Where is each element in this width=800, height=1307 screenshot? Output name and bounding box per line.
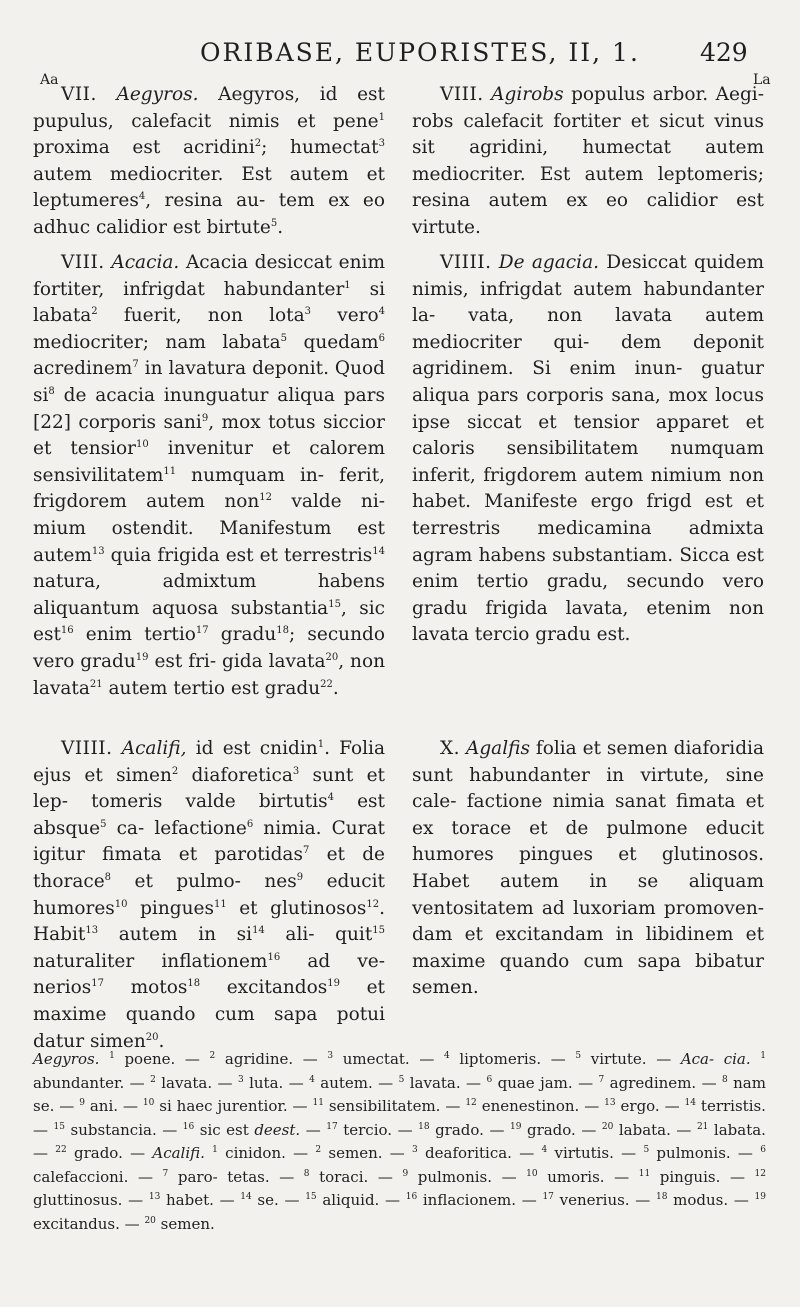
text-run: educit humores xyxy=(33,870,385,919)
note-marker: 7 xyxy=(598,1074,605,1085)
note-marker: 6 xyxy=(486,1074,493,1085)
note-marker: 4 xyxy=(327,792,334,804)
text-run: quae jam. — xyxy=(492,1073,594,1092)
note-marker: 18 xyxy=(276,625,290,637)
text-run: natura, xyxy=(33,571,102,593)
note-marker: 4 xyxy=(541,1145,548,1155)
text-run: . xyxy=(332,677,339,699)
note-marker: 5 xyxy=(100,818,107,830)
text-run: virtutis. — xyxy=(547,1144,644,1162)
note-marker: 12 xyxy=(259,492,273,504)
text-run: calefaccioni. — xyxy=(33,1167,163,1186)
text-run: autem mediocriter. xyxy=(33,163,224,185)
italic-lemma: cia. xyxy=(723,1050,751,1068)
note-marker: 3 xyxy=(378,138,385,150)
note-marker: 1 xyxy=(378,111,385,123)
text-line xyxy=(412,951,764,972)
note-marker: 2 xyxy=(209,1051,216,1061)
text-run: paro- xyxy=(168,1167,218,1186)
text-run: grado. — xyxy=(429,1120,510,1139)
text-run: admixtum habens aliquantum aquosa xyxy=(33,571,385,619)
section-agacia-lb xyxy=(412,250,764,649)
note-marker: 9 xyxy=(296,871,304,883)
note-marker: 8 xyxy=(104,871,112,883)
note-marker: 16 xyxy=(182,1121,195,1132)
note-marker: 17 xyxy=(195,625,209,637)
text-run: nam se. — xyxy=(33,1073,766,1115)
text-run: sunt et lep- xyxy=(33,764,385,813)
section-number: X. xyxy=(440,738,461,759)
text-run: ferit, frigdorem autem non xyxy=(33,464,386,513)
text-run: medicamina admixta agram habens xyxy=(412,517,764,566)
text-run: lavata. — xyxy=(155,1073,238,1092)
text-run: nimia. Curat igitur fimata xyxy=(33,817,385,866)
text-run: substancia. — xyxy=(64,1120,183,1139)
text-run: liptomeris. — xyxy=(449,1050,576,1068)
text-line xyxy=(571,84,764,105)
text-run: virtute. — xyxy=(581,1050,681,1068)
text-run: Est autem leptomeris; resina autem ex xyxy=(412,163,764,212)
text-run: semen. — xyxy=(321,1144,413,1162)
note-marker: 10 xyxy=(526,1168,538,1179)
text-run: diaforetica xyxy=(178,764,293,786)
note-marker: 4 xyxy=(138,191,146,203)
text-run: sic est xyxy=(194,1120,255,1139)
section-acacia-la xyxy=(33,250,385,702)
note-marker: 12 xyxy=(465,1098,477,1108)
text-run: ali- xyxy=(264,924,315,946)
note-marker: 19 xyxy=(754,1192,766,1202)
note-marker: 1 xyxy=(212,1145,218,1155)
note-marker: 6 xyxy=(760,1145,766,1155)
text-run: est fri- xyxy=(148,650,217,672)
text-run: grado. — xyxy=(521,1120,602,1139)
note-marker: 15 xyxy=(328,598,341,610)
note-marker: 22 xyxy=(55,1145,67,1155)
text-run: sunt habundanter in virtute, sine cale- xyxy=(412,764,764,813)
section-paragraph xyxy=(412,736,764,1002)
text-run: substantiam. Sicca est enim tertio gradu, xyxy=(412,544,764,593)
note-marker: 1 xyxy=(344,279,351,291)
text-line xyxy=(412,924,764,945)
text-run: si labata xyxy=(33,278,385,327)
text-run: et maxime xyxy=(33,977,385,1025)
footnote-line xyxy=(149,1191,749,1209)
section-heading: Acalifi, xyxy=(121,738,187,759)
text-run: toraci. — xyxy=(309,1167,403,1186)
note-marker: 21 xyxy=(89,678,103,690)
note-marker: 7 xyxy=(162,1168,169,1179)
text-run: poene. — xyxy=(114,1050,210,1068)
text-run: et de thorace xyxy=(33,844,385,892)
text-run: acredinem xyxy=(33,358,133,380)
text-run: tercio. xyxy=(337,1120,393,1139)
text-run: Aegyros, id est pupulus, xyxy=(33,84,385,132)
text-run: . xyxy=(277,216,284,238)
text-run: modus. — xyxy=(667,1191,749,1209)
note-marker: 17 xyxy=(542,1192,554,1202)
note-marker: 4 xyxy=(378,306,385,318)
text-run: id est cnidin xyxy=(195,738,318,759)
text-run: ani. — xyxy=(84,1097,143,1115)
note-marker: 7 xyxy=(132,359,139,371)
text-run: abundanter. — xyxy=(33,1073,151,1092)
text-run: et pulmo- xyxy=(111,870,241,892)
page-number: 429 xyxy=(700,38,748,67)
note-marker: 10 xyxy=(114,898,128,910)
note-marker: 9 xyxy=(79,1098,85,1108)
text-run: et glutinosos. Habet autem in se aliquam xyxy=(412,844,764,892)
note-marker: 22 xyxy=(320,678,333,690)
text-run: in lavatura xyxy=(138,358,247,380)
footnotes xyxy=(33,1048,766,1236)
note-marker: 16 xyxy=(60,625,74,637)
text-line xyxy=(412,977,479,998)
text-run: umectat. — xyxy=(333,1050,444,1068)
note-marker: 12 xyxy=(754,1168,766,1179)
running-title: ORIBASE, EUPORISTES, II, 1. xyxy=(200,38,640,67)
italic-lemma: Aca- xyxy=(680,1050,715,1068)
text-run: excitandos xyxy=(200,977,328,999)
text-run: vata, non lavata autem mediocriter qui- xyxy=(412,305,764,353)
text-run: autem tertio xyxy=(102,677,225,699)
note-marker: 13 xyxy=(148,1192,161,1202)
section-heading: Agalfis xyxy=(465,738,530,759)
note-marker: 5 xyxy=(643,1145,650,1155)
text-run: et xyxy=(226,897,258,919)
text-run: labata. — xyxy=(613,1120,697,1139)
text-line xyxy=(186,252,385,273)
text-run: quia frigida est et terrestris xyxy=(110,544,373,566)
text-run: motos xyxy=(104,977,188,999)
text-run: si haec jurentior. — xyxy=(154,1097,313,1115)
text-run: lefactione xyxy=(154,817,247,839)
text-line xyxy=(536,738,764,759)
text-run: invenitur et xyxy=(148,438,291,460)
note-marker: 11 xyxy=(638,1168,651,1179)
text-run: habet. — xyxy=(160,1191,241,1209)
text-run: numquam in- xyxy=(176,464,325,486)
text-run: eo calidior est virtute. xyxy=(412,190,764,238)
running-head xyxy=(0,38,800,70)
text-line xyxy=(606,252,764,273)
text-run: mium ostendit. Manifestum est autem xyxy=(33,517,385,566)
text-run: quedam xyxy=(287,331,379,353)
text-run: sensibilitatem. — xyxy=(323,1097,461,1115)
note-marker: 12 xyxy=(366,898,380,910)
text-run: quando cum sapa potui datur simen xyxy=(33,1003,385,1052)
text-run: autem in si xyxy=(98,924,253,946)
text-run: Manifeste ergo frigd est et terrestris xyxy=(412,491,764,539)
note-marker: 15 xyxy=(372,925,385,937)
text-run: Acacia desiccat enim xyxy=(185,252,385,273)
text-run: ejus et simen xyxy=(33,764,172,786)
text-run: gluttinosus. — xyxy=(33,1191,144,1209)
section-number: VIIII. xyxy=(61,738,113,759)
text-run: ; secundo vero gradu xyxy=(33,624,385,672)
note-marker: 5 xyxy=(398,1074,405,1085)
text-run: semen. xyxy=(412,977,479,999)
text-run: inflacionem. — xyxy=(417,1191,543,1209)
section-heading: Acacia. xyxy=(111,252,180,273)
text-run: semen. xyxy=(155,1214,215,1233)
section-paragraph xyxy=(33,250,385,702)
text-run: quit xyxy=(335,924,373,946)
text-run: gida lavata xyxy=(222,650,326,672)
note-marker: 4 xyxy=(309,1074,315,1085)
text-run: ventositatem ad luxoriam promoven- xyxy=(412,897,764,919)
text-run: agridine. — xyxy=(215,1050,328,1068)
section-paragraph xyxy=(33,82,385,242)
text-run: Est autem et leptumeres xyxy=(33,163,385,212)
note-marker: 2 xyxy=(150,1074,156,1085)
note-marker: 20 xyxy=(601,1121,614,1132)
note-marker: 9 xyxy=(402,1168,409,1179)
text-run: maxime quando cum sapa bibatur xyxy=(412,950,764,972)
text-run: pulmonis. — xyxy=(649,1144,761,1162)
text-run: pulmonis. — xyxy=(408,1167,527,1186)
section-number: VIII. xyxy=(61,252,105,273)
text-run: guatur aliqua pars corporis sana, mox xyxy=(412,358,764,406)
note-marker: 10 xyxy=(142,1098,155,1108)
text-run: frigdorem autem nimium non habet. xyxy=(412,464,764,513)
note-marker: 20 xyxy=(145,1031,159,1043)
text-run: aliqua pars [22] corporis sani xyxy=(33,384,385,433)
note-marker: 8 xyxy=(303,1168,310,1179)
footnote-line xyxy=(33,1050,714,1068)
text-run: substantia xyxy=(230,597,329,619)
text-run: dem deponit agridinem. Si enim inun- xyxy=(412,331,764,380)
text-run: robs calefacit fortiter et sicut vinus sit xyxy=(412,110,764,159)
section-heading: De agacia. xyxy=(498,252,599,273)
text-run: vero xyxy=(311,305,379,327)
manuscript-siglum-left: Aa xyxy=(40,72,59,88)
note-marker: 18 xyxy=(187,978,201,990)
note-marker: 21 xyxy=(696,1121,709,1132)
section-aegyros-la xyxy=(33,82,385,242)
note-marker: 8 xyxy=(48,385,55,397)
note-marker: 14 xyxy=(372,545,385,557)
section-paragraph xyxy=(412,82,764,242)
section-heading: Agirobs xyxy=(491,84,564,105)
text-run: terristis. — xyxy=(33,1097,766,1139)
text-run xyxy=(751,1050,761,1068)
text-run: agredinem. — xyxy=(604,1073,722,1092)
text-run: ca- xyxy=(106,817,145,839)
text-run: venerius. — xyxy=(553,1191,656,1209)
note-marker: 11 xyxy=(213,898,227,910)
text-run: nimis, infrigdat autem habundanter la- xyxy=(412,278,764,327)
section-paragraph xyxy=(33,736,385,1055)
text-run: calorem sensivilitatem xyxy=(33,438,386,486)
text-run: gradu xyxy=(220,624,277,646)
note-marker: 19 xyxy=(327,978,340,990)
text-run: , mox xyxy=(208,411,261,433)
text-run: et de pulmone educit humores pingues xyxy=(412,817,764,866)
note-marker: 18 xyxy=(655,1192,668,1202)
note-marker: 15 xyxy=(305,1192,317,1202)
note-marker: 4 xyxy=(443,1051,450,1061)
text-run: pingues xyxy=(127,897,214,919)
note-marker: 18 xyxy=(418,1121,430,1132)
note-marker: 3 xyxy=(292,765,300,777)
text-run: tem ex eo adhuc calidior est birtute xyxy=(33,190,386,238)
text-run: luta. — xyxy=(243,1073,310,1092)
note-marker: 1 xyxy=(109,1051,115,1061)
text-run: calefacit nimis et pene xyxy=(131,110,379,132)
note-marker: 1 xyxy=(317,739,325,750)
text-run: — xyxy=(300,1120,327,1139)
note-marker: 11 xyxy=(163,465,177,477)
note-marker: 19 xyxy=(135,651,149,663)
note-marker: 17 xyxy=(91,978,104,990)
text-run: fuerit, non lota xyxy=(123,305,305,327)
note-marker: 3 xyxy=(327,1051,334,1061)
note-marker: 5 xyxy=(280,332,288,344)
text-run: . Folia xyxy=(324,738,385,759)
text-run: lavata. — xyxy=(404,1073,487,1092)
manuscript-siglum-right: La xyxy=(753,72,771,88)
note-marker: 11 xyxy=(312,1098,324,1108)
note-marker: 13 xyxy=(85,925,99,937)
note-marker: 14 xyxy=(240,1192,252,1202)
text-run: proxima est xyxy=(33,137,161,159)
text-run: factione nimia sanat fimata et ex torace xyxy=(412,791,764,839)
note-marker: 14 xyxy=(684,1098,696,1108)
text-run: excitandus. — xyxy=(33,1214,145,1233)
text-run: ; humectat xyxy=(261,137,379,159)
note-marker: 10 xyxy=(136,439,149,451)
text-run: populus arbor. Aegi- xyxy=(571,84,764,105)
note-marker: 6 xyxy=(378,332,385,344)
text-run: autem. — xyxy=(314,1073,399,1092)
section-number: VIII. xyxy=(440,84,484,105)
text-line xyxy=(231,678,339,699)
text-run: nerios xyxy=(33,977,92,999)
text-run: grado. — xyxy=(66,1144,153,1162)
text-run: locus ipse siccat et tensior apparet et xyxy=(412,384,764,433)
footnotes-paragraph xyxy=(33,1048,766,1236)
text-run: cinidon. xyxy=(217,1144,286,1162)
note-marker: 2 xyxy=(254,138,262,150)
text-run: labata xyxy=(222,331,281,353)
note-marker: 16 xyxy=(267,951,281,963)
note-marker: 7 xyxy=(302,845,310,857)
text-run: folia et semen diaforidia xyxy=(535,738,764,759)
text-run: naturaliter inflationem xyxy=(33,950,268,972)
text-run: pinguis. — xyxy=(650,1167,755,1186)
section-acalifi-la xyxy=(33,736,385,1055)
note-marker: 5 xyxy=(270,217,278,229)
text-line xyxy=(196,738,385,759)
text-run: aliquid. — xyxy=(316,1191,406,1209)
text-run: , resina au- xyxy=(145,190,266,212)
text-run: non lavata tercio gradu est. xyxy=(412,597,764,646)
note-marker: 16 xyxy=(405,1192,418,1202)
note-marker: 1 xyxy=(760,1051,767,1061)
text-run: est absque xyxy=(33,791,385,839)
text-run: , non lavata xyxy=(33,650,386,699)
note-marker: 2 xyxy=(315,1145,322,1155)
note-marker: 3 xyxy=(304,306,312,318)
section-agalfis-lb xyxy=(412,736,764,1002)
note-marker: 15 xyxy=(53,1121,65,1132)
note-marker: 19 xyxy=(509,1121,522,1132)
text-run: deponit. Quod si xyxy=(33,358,385,406)
note-marker: 3 xyxy=(412,1145,418,1155)
text-run: Desiccat quidem xyxy=(606,252,764,273)
text-run: mediocriter; nam xyxy=(33,331,206,353)
note-marker: 3 xyxy=(237,1074,244,1085)
text-run: . xyxy=(158,1030,165,1052)
text-run: de acacia inunguatur xyxy=(54,384,269,406)
text-run: totus siccior et tensior xyxy=(33,411,386,460)
note-marker: 6 xyxy=(246,818,254,830)
text-run: — xyxy=(397,1120,419,1139)
note-marker: 9 xyxy=(201,412,209,424)
text-run: acridini xyxy=(183,137,255,159)
text-run: labata. — xyxy=(33,1120,766,1162)
text-run: dam et excitandam in libidinem et xyxy=(412,924,764,946)
text-run: nes xyxy=(264,870,297,892)
text-run: deaforitica. — xyxy=(417,1144,542,1162)
text-run: ad ve- xyxy=(280,950,385,972)
text-run: fortiter, infrigdat habundanter xyxy=(33,278,345,300)
section-number: VIIII. xyxy=(440,252,492,273)
text-run: . Habit xyxy=(33,897,385,946)
text-run: se. — xyxy=(251,1191,306,1209)
text-run: glutinosos xyxy=(270,897,367,919)
text-run: enim tertio xyxy=(73,624,196,646)
text-run: tetas. — xyxy=(227,1167,304,1186)
text-run: agridini, humectat autem mediocriter. xyxy=(412,137,764,185)
note-marker: 2 xyxy=(171,765,179,777)
italic-lemma: Aegyros. xyxy=(33,1050,100,1068)
text-run: ergo. — xyxy=(615,1097,685,1115)
text-run: secundo vero gradu frigida lavata, etenim xyxy=(412,571,765,619)
text-run: valde ni- xyxy=(272,491,385,513)
text-run xyxy=(99,1050,109,1068)
text-run: tomeris valde birtutis xyxy=(91,791,328,813)
note-marker: 2 xyxy=(91,306,98,318)
note-marker: 8 xyxy=(722,1074,728,1085)
text-run: umoris. — xyxy=(537,1167,639,1186)
text-run: caloris sensibilitatem numquam inferit, xyxy=(412,438,764,486)
italic-lemma: Acalifi. xyxy=(152,1144,205,1162)
note-marker: 13 xyxy=(604,1098,616,1108)
text-run: et parotidas xyxy=(178,844,303,866)
italic-lemma: deest. xyxy=(254,1120,301,1139)
text-run: , sic est xyxy=(33,597,385,646)
text-run: est gradu xyxy=(230,677,321,699)
note-marker: 17 xyxy=(326,1121,338,1132)
note-marker: 5 xyxy=(575,1051,582,1061)
section-heading: Aegyros. xyxy=(116,84,199,105)
text-run: — xyxy=(293,1144,316,1162)
text-line xyxy=(412,898,764,919)
note-marker: 14 xyxy=(252,925,265,937)
note-marker: 20 xyxy=(144,1215,156,1226)
section-number: VII. xyxy=(61,84,97,105)
text-run: enenestinon. — xyxy=(476,1097,605,1115)
note-marker: 20 xyxy=(325,651,339,663)
section-paragraph xyxy=(412,250,764,649)
section-agirobs-la xyxy=(412,82,764,242)
note-marker: 13 xyxy=(91,545,105,557)
